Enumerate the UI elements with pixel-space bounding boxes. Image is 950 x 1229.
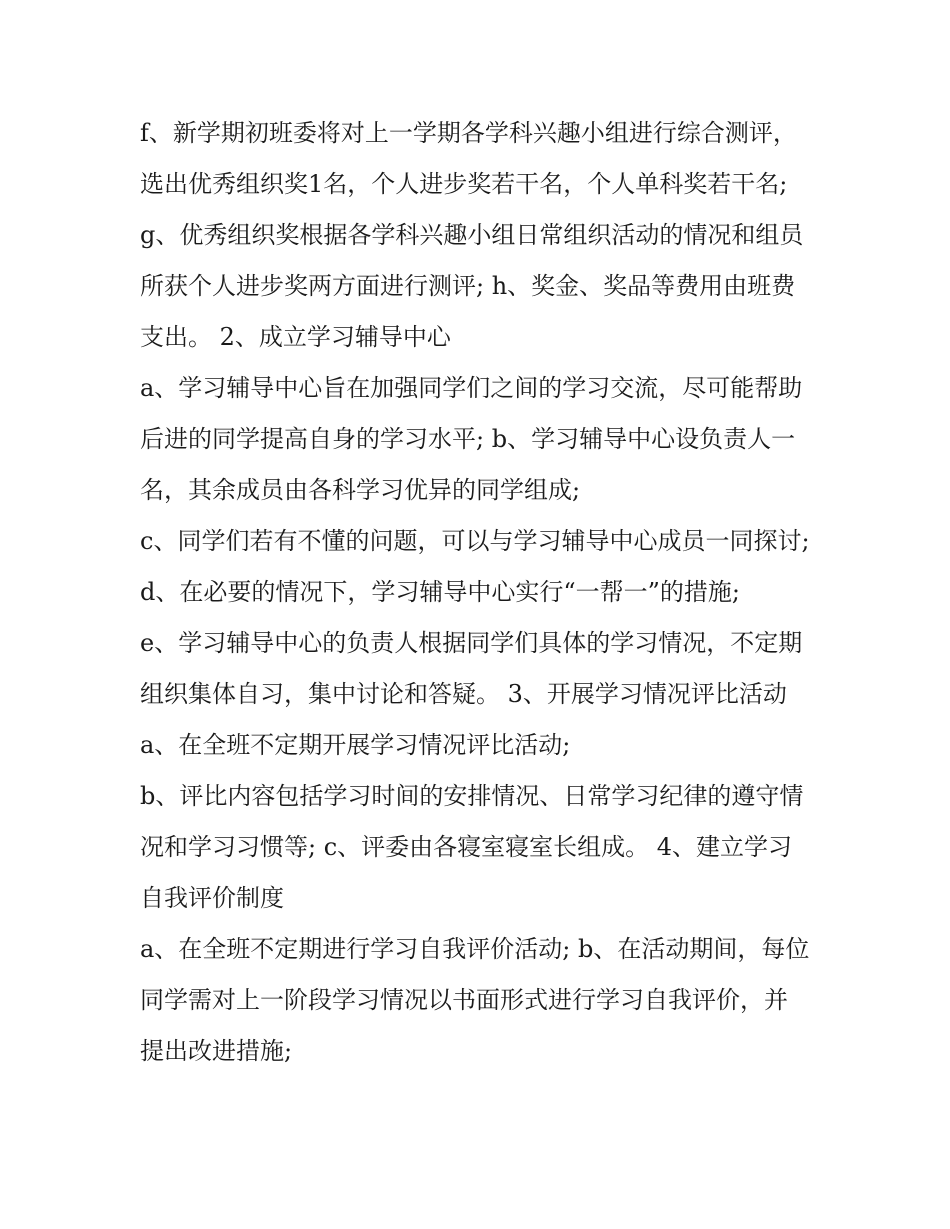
paragraph-a-self-evaluation: a、在全班不定期进行学习自我评价活动; b、在活动期间，每位同学需对上一阶段学习情况以书面形式进行学习自我评价，并提出改进措施;	[140, 935, 810, 1065]
paragraph-c-tutoring: c、同学们若有不懂的问题，可以与学习辅导中心成员一同探讨; d、在必要的情况下，学习辅导中心实行“一帮一”的措施;	[140, 527, 810, 606]
paragraph-e-tutoring: e、学习辅导中心的负责人根据同学们具体的学习情况，不定期组织集体自习，集中讨论和答疑。 3、开展学习情况评比活动 a、在全班不定期开展学习情况评比活动;	[140, 629, 803, 759]
paragraph-b-evaluation: b、评比内容包括学习时间的安排情况、日常学习纪律的遵守情况和学习习惯等; c、评委由各寝室寝室长组成。 4、建立学习自我评价制度	[140, 782, 804, 912]
paragraph-f: f、新学期初班委将对上一学期各学科兴趣小组进行综合测评，选出优秀组织奖1名，个人进步奖若干名，个人单科奖若干名;	[140, 119, 797, 198]
document-body	[140, 108, 810, 1077]
paragraph-g: g、优秀组织奖根据各学科兴趣小组日常组织活动的情况和组员所获个人进步奖两方面进行测评; h、奖金、奖品等费用由班费支出。 2、成立学习辅导中心	[140, 221, 804, 351]
paragraph-a-tutoring: a、学习辅导中心旨在加强同学们之间的学习交流，尽可能帮助后进的同学提高自身的学习水平; b、学习辅导中心设负责人一名，其余成员由各科学习优异的同学组成;	[140, 374, 803, 504]
